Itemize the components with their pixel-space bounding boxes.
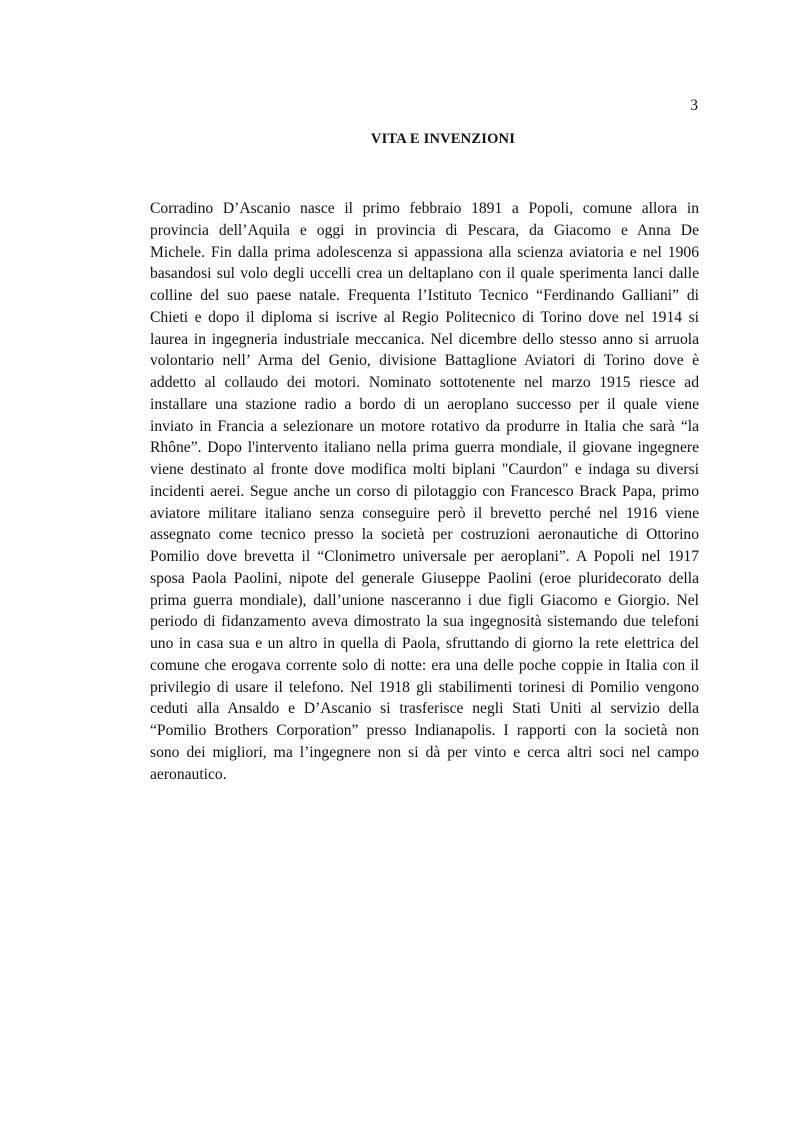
paragraph-line: Corradino D’Ascanio nasce il primo febbraio 1891 a Popoli, comune allora in bbox=[150, 200, 699, 217]
paragraph-line: privilegio di usare il telefono. Nel 1918 gli stabilimenti torinesi di Pomilio vengono bbox=[150, 678, 699, 696]
paragraph-line: installare una stazione radio a bordo di un aeroplano successo per il quale viene bbox=[150, 395, 699, 413]
paragraph-line: aeronautico. bbox=[150, 765, 227, 783]
paragraph-line: assegnato come tecnico presso la società per costruzioni aeronautiche di Ottorino bbox=[150, 526, 699, 544]
page-title: VITA E INVENZIONI bbox=[370, 131, 516, 147]
paragraph-line: Chieti e dopo il diploma si iscrive al Regio Politecnico di Torino dove nel 1914 si bbox=[150, 308, 699, 326]
paragraph-line: volontario nell’ Arma del Genio, divisione Battaglione Aviatori di Torino dove è bbox=[150, 352, 699, 370]
paragraph-line: aviatore militare italiano senza conseguire però il brevetto perché nel 1916 viene bbox=[150, 504, 699, 522]
paragraph-line: colline del suo paese natale. Frequenta l’Istituto Tecnico “Ferdinando Galliani” di bbox=[150, 287, 699, 304]
paragraph-line: basandosi sul volo degli uccelli crea un deltaplano con il quale sperimenta lanci dalle bbox=[150, 265, 699, 283]
paragraph-line: addetto al collaudo dei motori. Nominato sottotenente nel marzo 1915 riesce ad bbox=[150, 374, 699, 391]
paragraph-line: Pomilio dove brevetta il “Clonimetro universale per aeroplani”. A Popoli nel 1917 bbox=[150, 548, 699, 565]
paragraph-line: laurea in ingegneria industriale meccanica. Nel dicembre dello stesso anno si arruola bbox=[150, 330, 699, 348]
body-paragraph bbox=[150, 198, 699, 785]
paragraph-line: provincia dell’Aquila e oggi in provincia di Pescara, da Giacomo e Anna De bbox=[150, 221, 699, 239]
paragraph-line: ceduti alla Ansaldo e D’Ascanio si trasferisce negli Stati Uniti al servizio della bbox=[150, 700, 699, 718]
paragraph-line: sposa Paola Paolini, nipote del generale Giuseppe Paolini (eroe pluridecorato della bbox=[150, 569, 699, 587]
paragraph-line: Michele. Fin dalla prima adolescenza si appassiona alla scienza aviatoria e nel 1906 bbox=[150, 243, 699, 261]
paragraph-line: prima guerra mondiale), dall’unione nasceranno i due figli Giacomo e Giorgio. Nel bbox=[150, 591, 699, 609]
paragraph-line: Rhône”. Dopo l'intervento italiano nella prima guerra mondiale, il giovane ingegnere bbox=[150, 439, 699, 457]
paragraph-line: uno in casa sua e un altro in quella di Paola, sfruttando di giorno la rete elettrica del bbox=[150, 635, 699, 652]
paragraph-line: sono dei migliori, ma l’ingegnere non si dà per vinto e cerca altri soci nel campo bbox=[150, 743, 699, 761]
paragraph-line: periodo di fidanzamento aveva dimostrato la sua ingegnosità sistemando due telefoni bbox=[150, 613, 699, 631]
paragraph-line: inviato in Francia a selezionare un motore rotativo da produrre in Italia che sarà “la bbox=[150, 417, 699, 435]
paragraph-line: “Pomilio Brothers Corporation” presso Indianapolis. I rapporti con la società non bbox=[150, 722, 699, 739]
page-number: 3 bbox=[690, 97, 698, 114]
paragraph-line: viene destinato al fronte dove modifica molti biplani "Caurdon" e indaga su diversi bbox=[150, 461, 699, 478]
paragraph-line: comune che erogava corrente solo di notte: era una delle poche coppie in Italia con il bbox=[150, 656, 699, 674]
paragraph-line: incidenti aerei. Segue anche un corso di pilotaggio con Francesco Brack Papa, primo bbox=[150, 482, 699, 500]
